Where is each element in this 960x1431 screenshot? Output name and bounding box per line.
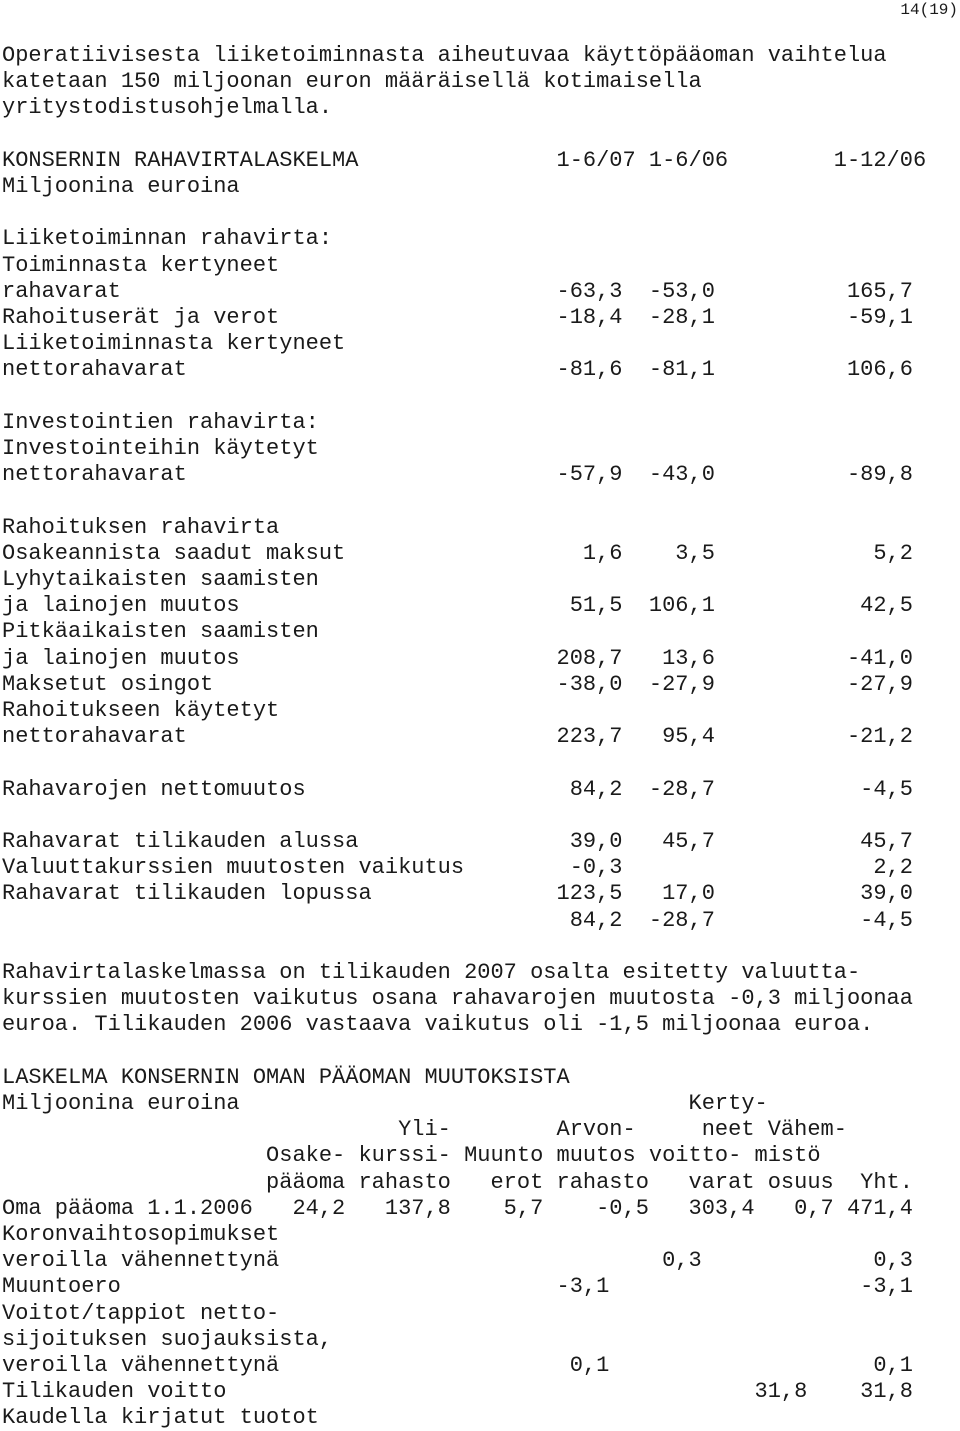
text-line: Voitot/tappiot netto- — [2, 1300, 280, 1326]
text-line: veroilla vähennettynä 0,3 0,3 — [2, 1248, 913, 1274]
text-line: nettorahavarat 223,7 95,4 -21,2 — [2, 724, 913, 750]
text-line: Muuntoero -3,1 -3,1 — [2, 1274, 913, 1300]
text-line: Lyhytaikaisten saamisten — [2, 567, 319, 592]
text-line: Maksetut osingot -38,0 -27,9 -27,9 — [2, 671, 913, 697]
text-line: Miljoonina euroina Kerty- — [2, 1091, 768, 1116]
text-line: Toiminnasta kertyneet — [2, 252, 280, 278]
text-line: KONSERNIN RAHAVIRTALASKELMA 1-6/07 1-6/06 1-12/06 — [2, 147, 927, 173]
text-line: Miljoonina euroina — [2, 174, 240, 199]
text-line: Osake- kurssi- Muunto muutos voitto- mistö — [2, 1143, 821, 1169]
text-line: Valuuttakurssien muutosten vaikutus -0,3 2,2 — [2, 855, 913, 881]
text-line: katetaan 150 miljoonan euron määräisellä kotimaisella — [2, 69, 702, 95]
text-line: Operatiivisesta liiketoiminnasta aiheutuvaa käyttöpääoman vaihtelua — [2, 43, 887, 68]
text-line: Rahoituserät ja verot -18,4 -28,1 -59,1 — [2, 305, 913, 330]
text-line: Rahoitukseen käytetyt — [2, 698, 280, 723]
text-line: Yli- Arvon- neet Vähem- — [2, 1117, 847, 1143]
text-line: kurssien muutosten vaikutus osana rahavarojen muutosta -0,3 miljoonaa — [2, 986, 913, 1012]
text-line: Tilikauden voitto 31,8 31,8 — [2, 1379, 913, 1405]
text-line: euroa. Tilikauden 2006 vastaava vaikutus oli -1,5 miljoonaa euroa. — [2, 1012, 874, 1038]
text-line: Kaudella kirjatut tuotot — [2, 1405, 319, 1431]
text-line: Rahavarat tilikauden lopussa 123,5 17,0 39,0 — [2, 881, 913, 907]
text-line: Rahavarat tilikauden alussa 39,0 45,7 45,7 — [2, 829, 913, 854]
text-line: Rahavirtalaskelmassa on tilikauden 2007 osalta esitetty valuutta- — [2, 960, 861, 985]
text-line: Investointeihin käytetyt — [2, 436, 319, 461]
text-line: Liiketoiminnan rahavirta: — [2, 226, 333, 252]
text-line: Liiketoiminnasta kertyneet — [2, 331, 346, 357]
text-line: Oma pääoma 1.1.2006 24,2 137,8 5,7 -0,5 303,4 0,7 471,4 — [2, 1195, 913, 1221]
text-line: ja lainojen muutos 208,7 13,6 -41,0 — [2, 645, 913, 671]
text-line: pääoma rahasto erot rahasto varat osuus Yht. — [2, 1169, 913, 1195]
text-line: nettorahavarat -81,6 -81,1 106,6 — [2, 357, 913, 383]
text-line: yritystodistusohjelmalla. — [2, 95, 333, 121]
text-line: Rahoituksen rahavirta — [2, 514, 280, 540]
text-line: Koronvaihtosopimukset — [2, 1222, 280, 1247]
text-line: Pitkäaikaisten saamisten — [2, 619, 319, 645]
page-number: 14(19) — [900, 1, 958, 19]
text-line: 84,2 -28,7 -4,5 — [2, 907, 913, 933]
text-line: nettorahavarat -57,9 -43,0 -89,8 — [2, 462, 913, 488]
text-line: Investointien rahavirta: — [2, 409, 319, 435]
text-line: rahavarat -63,3 -53,0 165,7 — [2, 278, 913, 304]
text-line: LASKELMA KONSERNIN OMAN PÄÄOMAN MUUTOKSISTA — [2, 1064, 570, 1090]
text-line: ja lainojen muutos 51,5 106,1 42,5 — [2, 593, 913, 619]
text-line: sijoituksen suojauksista, — [2, 1326, 333, 1352]
text-line: veroilla vähennettynä 0,1 0,1 — [2, 1353, 913, 1378]
text-line: Osakeannista saadut maksut 1,6 3,5 5,2 — [2, 540, 913, 566]
text-line: Rahavarojen nettomuutos 84,2 -28,7 -4,5 — [2, 776, 913, 802]
